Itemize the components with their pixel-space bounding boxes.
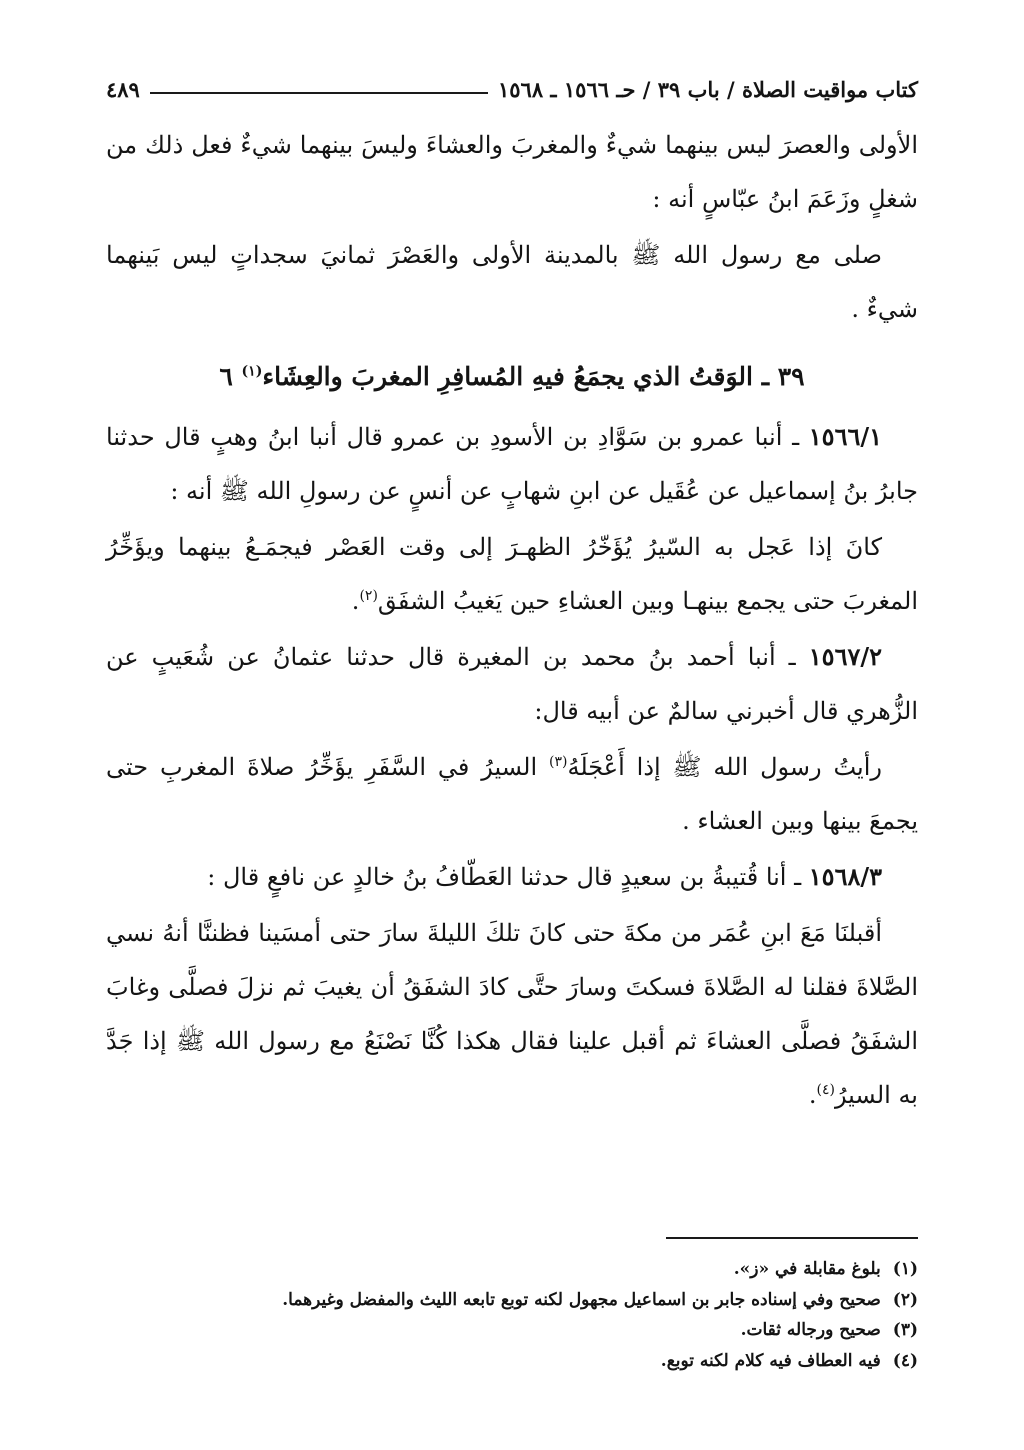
- hadith-number: ١٥٦٧/٢: [808, 642, 882, 671]
- footnote-item: [106, 1315, 918, 1346]
- chapter-heading-suffix: ٦: [219, 362, 233, 391]
- chapter-heading: [106, 350, 918, 404]
- footnote-text: صحيح ورجاله ثقات.: [740, 1320, 881, 1340]
- hadith-1567-matn: [106, 740, 918, 848]
- hadith-1566-isnad: [106, 410, 918, 518]
- running-header: [106, 66, 918, 102]
- footnotes: [106, 1254, 918, 1376]
- hadith-matn-text-cont: السيرُ في السَّفَرِ يؤَخِّرُ صلاةَ المغربِ حتى يجمعَ بينها وبين العشاء .: [106, 753, 918, 835]
- footnote-number: (١): [892, 1259, 918, 1279]
- chapter-heading-text: ٣٩ ـ الوَقتُ الذي يجمَعُ فيهِ المُسافِرِ المغربَ والعِشَاء: [262, 362, 805, 391]
- footnote-separator: [666, 1237, 918, 1239]
- footnote-ref: (١): [241, 363, 263, 380]
- paragraph-quote: صلى مع رسول الله ﷺ بالمدينة الأولى والعَصْرَ ثمانيَ سجداتٍ ليس بَينهما شيءٌ .: [106, 241, 918, 323]
- hadith-matn-text: رأيتُ رسول الله ﷺ إذا أَعْجَلَهُ: [567, 753, 882, 781]
- footnote-number: (٣): [892, 1320, 918, 1340]
- footnote-text: فيه العطاف فيه كلام لكنه توبع.: [660, 1350, 881, 1371]
- header-rule: [150, 92, 488, 94]
- footnote-ref: (٤): [816, 1082, 835, 1098]
- hadith-isnad-text: ـ أنا قُتيبةُ بن سعيدٍ قال حدثنا العَطّافُ بنُ خالدٍ عن نافعٍ قال :: [207, 863, 802, 891]
- hadith-1568-isnad: [106, 850, 918, 904]
- hadith-matn-text: أقبلنَا مَعَ ابنِ عُمَر من مكةَ حتى كانَ تلكَ الليلةَ سارَ حتى أمسَينا فظننَّا أنهُ نسي الصَّلاةَ فقلنا له الصَّلاةَ فسكتَ وسارَ حتَّى كادَ الشفَقُ أن يغيبَ ثم نزلَ فصلَّى وغابَ الشفَقُ فصلَّى العشاءَ ثم أقبل علينا فقال هكذا كُنَّا نَصْنَعُ مع رسول الله ﷺ إذا جَدَّ به السيرُ: [106, 919, 918, 1109]
- footnote-item: [106, 1285, 918, 1316]
- footnote-text: بلوغ مقابلة في «ز».: [733, 1259, 881, 1279]
- footnote-item: [106, 1346, 918, 1377]
- hadith-1567-isnad: [106, 630, 918, 738]
- footnote-number: (٢): [892, 1289, 918, 1310]
- footnote-number: (٤): [892, 1350, 918, 1371]
- hadith-1568-matn: [106, 906, 918, 1122]
- footnote-text: صحيح وفي إسناده جابر بن اسماعيل مجهول لكنه توبع تابعه الليث والمفضل وغيرهما.: [282, 1289, 881, 1310]
- footnote-item: [106, 1254, 918, 1285]
- hadith-isnad-text: ـ أنبا أحمد بنُ محمد بن المغيرة قال حدثنا عثمانُ عن شُعَيبٍ عن الزُّهري قال أخبرني سالمٌ عن أبيه قال:: [106, 643, 918, 725]
- hadith-number: ١٥٦٦/١: [808, 422, 882, 451]
- hadith-matn-end: .: [808, 1081, 817, 1109]
- paragraph-continuation: الأولى والعصرَ ليس بينهما شيءٌ والمغربَ والعشاءَ وليسَ بينهما شيءٌ فعل ذلك من شغلٍ وزَعَمَ ابنُ عبّاسٍ أنه :: [106, 131, 918, 213]
- body-text: [106, 118, 918, 1124]
- hadith-isnad-text: ـ أنبا عمرو بن سَوَّادِ بن الأسودِ بن عمرو قال أنبا ابنُ وهبٍ قال حدثنا جابرُ بنُ إسماعيل عن عُقَيل عن ابنِ شهابٍ عن أنسٍ عن رسولِ الله ﷺ أنه :: [106, 423, 918, 505]
- hadith-number: ١٥٦٨/٣: [808, 862, 882, 891]
- header-title: كتاب مواقيت الصلاة / باب ٣٩ / حـ ١٥٦٦ ـ ١٥٦٨: [498, 77, 918, 102]
- hadith-matn-end: .: [351, 587, 360, 615]
- hadith-1566-matn: [106, 520, 918, 628]
- footnote-ref: (٢): [359, 588, 378, 604]
- hadith-matn-text: كانَ إذا عَجل به السّيرُ يُؤَخّرُ الظهـرَ إلى وقت العَصْر فيجمَـعُ بينهما ويؤَخِّرُ المغربَ حتى يجمع بينهـا وبين العشاءِ حين يَغيبُ الشفَق: [106, 533, 918, 615]
- page-number: ٤٨٩: [106, 77, 140, 102]
- footnote-ref: (٣): [549, 754, 568, 770]
